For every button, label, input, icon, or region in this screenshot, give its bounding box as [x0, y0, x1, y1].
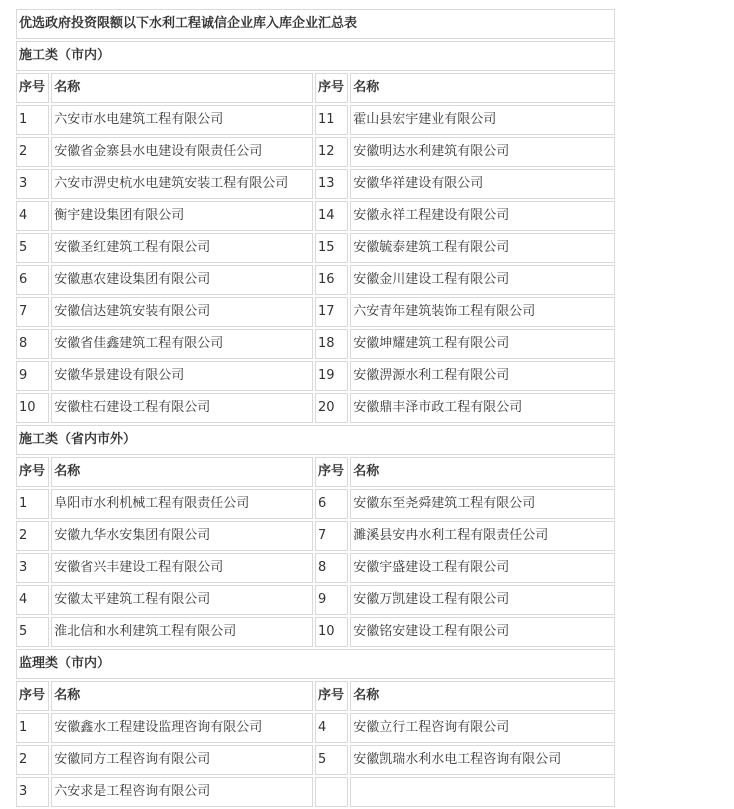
company-name-cell: 安徽永祥工程建设有限公司	[350, 201, 615, 231]
section-heading: 施工类（省内市外）	[16, 425, 615, 455]
table-row	[16, 297, 615, 327]
column-header-name: 名称	[51, 681, 313, 711]
company-name-cell: 衡宇建设集团有限公司	[51, 201, 313, 231]
serial-number-cell: 9	[315, 585, 348, 615]
section-heading-row	[16, 649, 615, 679]
table-row	[16, 393, 615, 423]
company-name-cell: 安徽省佳鑫建筑工程有限公司	[51, 329, 313, 359]
serial-number-cell: 6	[16, 265, 49, 295]
table-row	[16, 617, 615, 647]
company-name-cell: 安徽万凯建设工程有限公司	[350, 585, 615, 615]
company-name-cell: 安徽铭安建设工程有限公司	[350, 617, 615, 647]
company-name-cell: 安徽宇盛建设工程有限公司	[350, 553, 615, 583]
company-name-cell: 安徽华祥建设有限公司	[350, 169, 615, 199]
serial-number-cell: 5	[16, 617, 49, 647]
company-name-cell: 濉溪县安冉水利工程有限责任公司	[350, 521, 615, 551]
section-heading: 监理类（市内）	[16, 649, 615, 679]
company-name-cell: 安徽东至尧舜建筑工程有限公司	[350, 489, 615, 519]
company-name-cell: 安徽太平建筑工程有限公司	[51, 585, 313, 615]
serial-number-cell: 6	[315, 489, 348, 519]
column-header-name: 名称	[51, 457, 313, 487]
company-name-cell: 安徽省金寨县水电建设有限责任公司	[51, 137, 313, 167]
serial-number-cell: 13	[315, 169, 348, 199]
serial-number-cell: 7	[315, 521, 348, 551]
company-name-cell: 安徽鑫水工程建设监理咨询有限公司	[51, 713, 313, 743]
serial-number-cell: 12	[315, 137, 348, 167]
company-name-cell: 六安青年建筑装饰工程有限公司	[350, 297, 615, 327]
serial-number-cell	[315, 777, 348, 807]
table-row	[16, 553, 615, 583]
column-header-row	[16, 457, 615, 487]
serial-number-cell: 17	[315, 297, 348, 327]
company-name-cell: 淮北信和水利建筑工程有限公司	[51, 617, 313, 647]
company-name-cell: 六安求是工程咨询有限公司	[51, 777, 313, 807]
serial-number-cell: 15	[315, 233, 348, 263]
section-heading-row	[16, 41, 615, 71]
serial-number-cell: 5	[315, 745, 348, 775]
serial-number-cell: 3	[16, 553, 49, 583]
company-name-cell: 安徽立行工程咨询有限公司	[350, 713, 615, 743]
serial-number-cell: 3	[16, 777, 49, 807]
table-row	[16, 361, 615, 391]
table-row	[16, 265, 615, 295]
column-header-name: 名称	[51, 73, 313, 103]
table-row	[16, 489, 615, 519]
company-name-cell: 安徽华景建设有限公司	[51, 361, 313, 391]
serial-number-cell: 10	[16, 393, 49, 423]
column-header-no: 序号	[315, 681, 348, 711]
table-title: 优选政府投资限额以下水利工程诚信企业库入库企业汇总表	[16, 9, 615, 39]
serial-number-cell: 7	[16, 297, 49, 327]
enterprise-table	[14, 7, 617, 809]
serial-number-cell: 1	[16, 489, 49, 519]
serial-number-cell: 18	[315, 329, 348, 359]
company-name-cell: 安徽信达建筑安装有限公司	[51, 297, 313, 327]
company-name-cell: 安徽金川建设工程有限公司	[350, 265, 615, 295]
company-name-cell	[350, 777, 615, 807]
company-name-cell: 安徽圣红建筑工程有限公司	[51, 233, 313, 263]
company-name-cell: 六安市淠史杭水电建筑安装工程有限公司	[51, 169, 313, 199]
serial-number-cell: 9	[16, 361, 49, 391]
serial-number-cell: 2	[16, 137, 49, 167]
company-name-cell: 安徽九华水安集团有限公司	[51, 521, 313, 551]
serial-number-cell: 1	[16, 713, 49, 743]
company-name-cell: 霍山县宏宇建业有限公司	[350, 105, 615, 135]
column-header-name: 名称	[350, 457, 615, 487]
company-name-cell: 六安市水电建筑工程有限公司	[51, 105, 313, 135]
table-row	[16, 745, 615, 775]
table-row	[16, 105, 615, 135]
table-row	[16, 777, 615, 807]
section-heading: 施工类（市内）	[16, 41, 615, 71]
column-header-no: 序号	[315, 457, 348, 487]
section-heading-row	[16, 425, 615, 455]
company-name-cell: 安徽淠源水利工程有限公司	[350, 361, 615, 391]
column-header-row	[16, 73, 615, 103]
column-header-name: 名称	[350, 73, 615, 103]
column-header-row	[16, 681, 615, 711]
serial-number-cell: 4	[16, 201, 49, 231]
serial-number-cell: 11	[315, 105, 348, 135]
company-name-cell: 安徽明达水利建筑有限公司	[350, 137, 615, 167]
table-row	[16, 169, 615, 199]
serial-number-cell: 16	[315, 265, 348, 295]
serial-number-cell: 8	[315, 553, 348, 583]
serial-number-cell: 2	[16, 745, 49, 775]
company-name-cell: 安徽惠农建设集团有限公司	[51, 265, 313, 295]
serial-number-cell: 5	[16, 233, 49, 263]
column-header-no: 序号	[16, 73, 49, 103]
column-header-no: 序号	[16, 681, 49, 711]
column-header-no: 序号	[16, 457, 49, 487]
company-name-cell: 阜阳市水利机械工程有限责任公司	[51, 489, 313, 519]
serial-number-cell: 4	[16, 585, 49, 615]
table-row	[16, 233, 615, 263]
serial-number-cell: 2	[16, 521, 49, 551]
table-row	[16, 329, 615, 359]
serial-number-cell: 10	[315, 617, 348, 647]
company-name-cell: 安徽同方工程咨询有限公司	[51, 745, 313, 775]
company-name-cell: 安徽柱石建设工程有限公司	[51, 393, 313, 423]
serial-number-cell: 20	[315, 393, 348, 423]
table-row	[16, 585, 615, 615]
serial-number-cell: 8	[16, 329, 49, 359]
serial-number-cell: 4	[315, 713, 348, 743]
table-row	[16, 137, 615, 167]
company-name-cell: 安徽坤耀建筑工程有限公司	[350, 329, 615, 359]
table-row	[16, 713, 615, 743]
table-row	[16, 521, 615, 551]
company-name-cell: 安徽凯瑞水利水电工程咨询有限公司	[350, 745, 615, 775]
table-row	[16, 201, 615, 231]
serial-number-cell: 1	[16, 105, 49, 135]
company-name-cell: 安徽毓泰建筑工程有限公司	[350, 233, 615, 263]
serial-number-cell: 19	[315, 361, 348, 391]
serial-number-cell: 3	[16, 169, 49, 199]
company-name-cell: 安徽鼎丰泽市政工程有限公司	[350, 393, 615, 423]
column-header-name: 名称	[350, 681, 615, 711]
serial-number-cell: 14	[315, 201, 348, 231]
company-name-cell: 安徽省兴丰建设工程有限公司	[51, 553, 313, 583]
column-header-no: 序号	[315, 73, 348, 103]
summary-document	[14, 7, 617, 809]
title-row	[16, 9, 615, 39]
